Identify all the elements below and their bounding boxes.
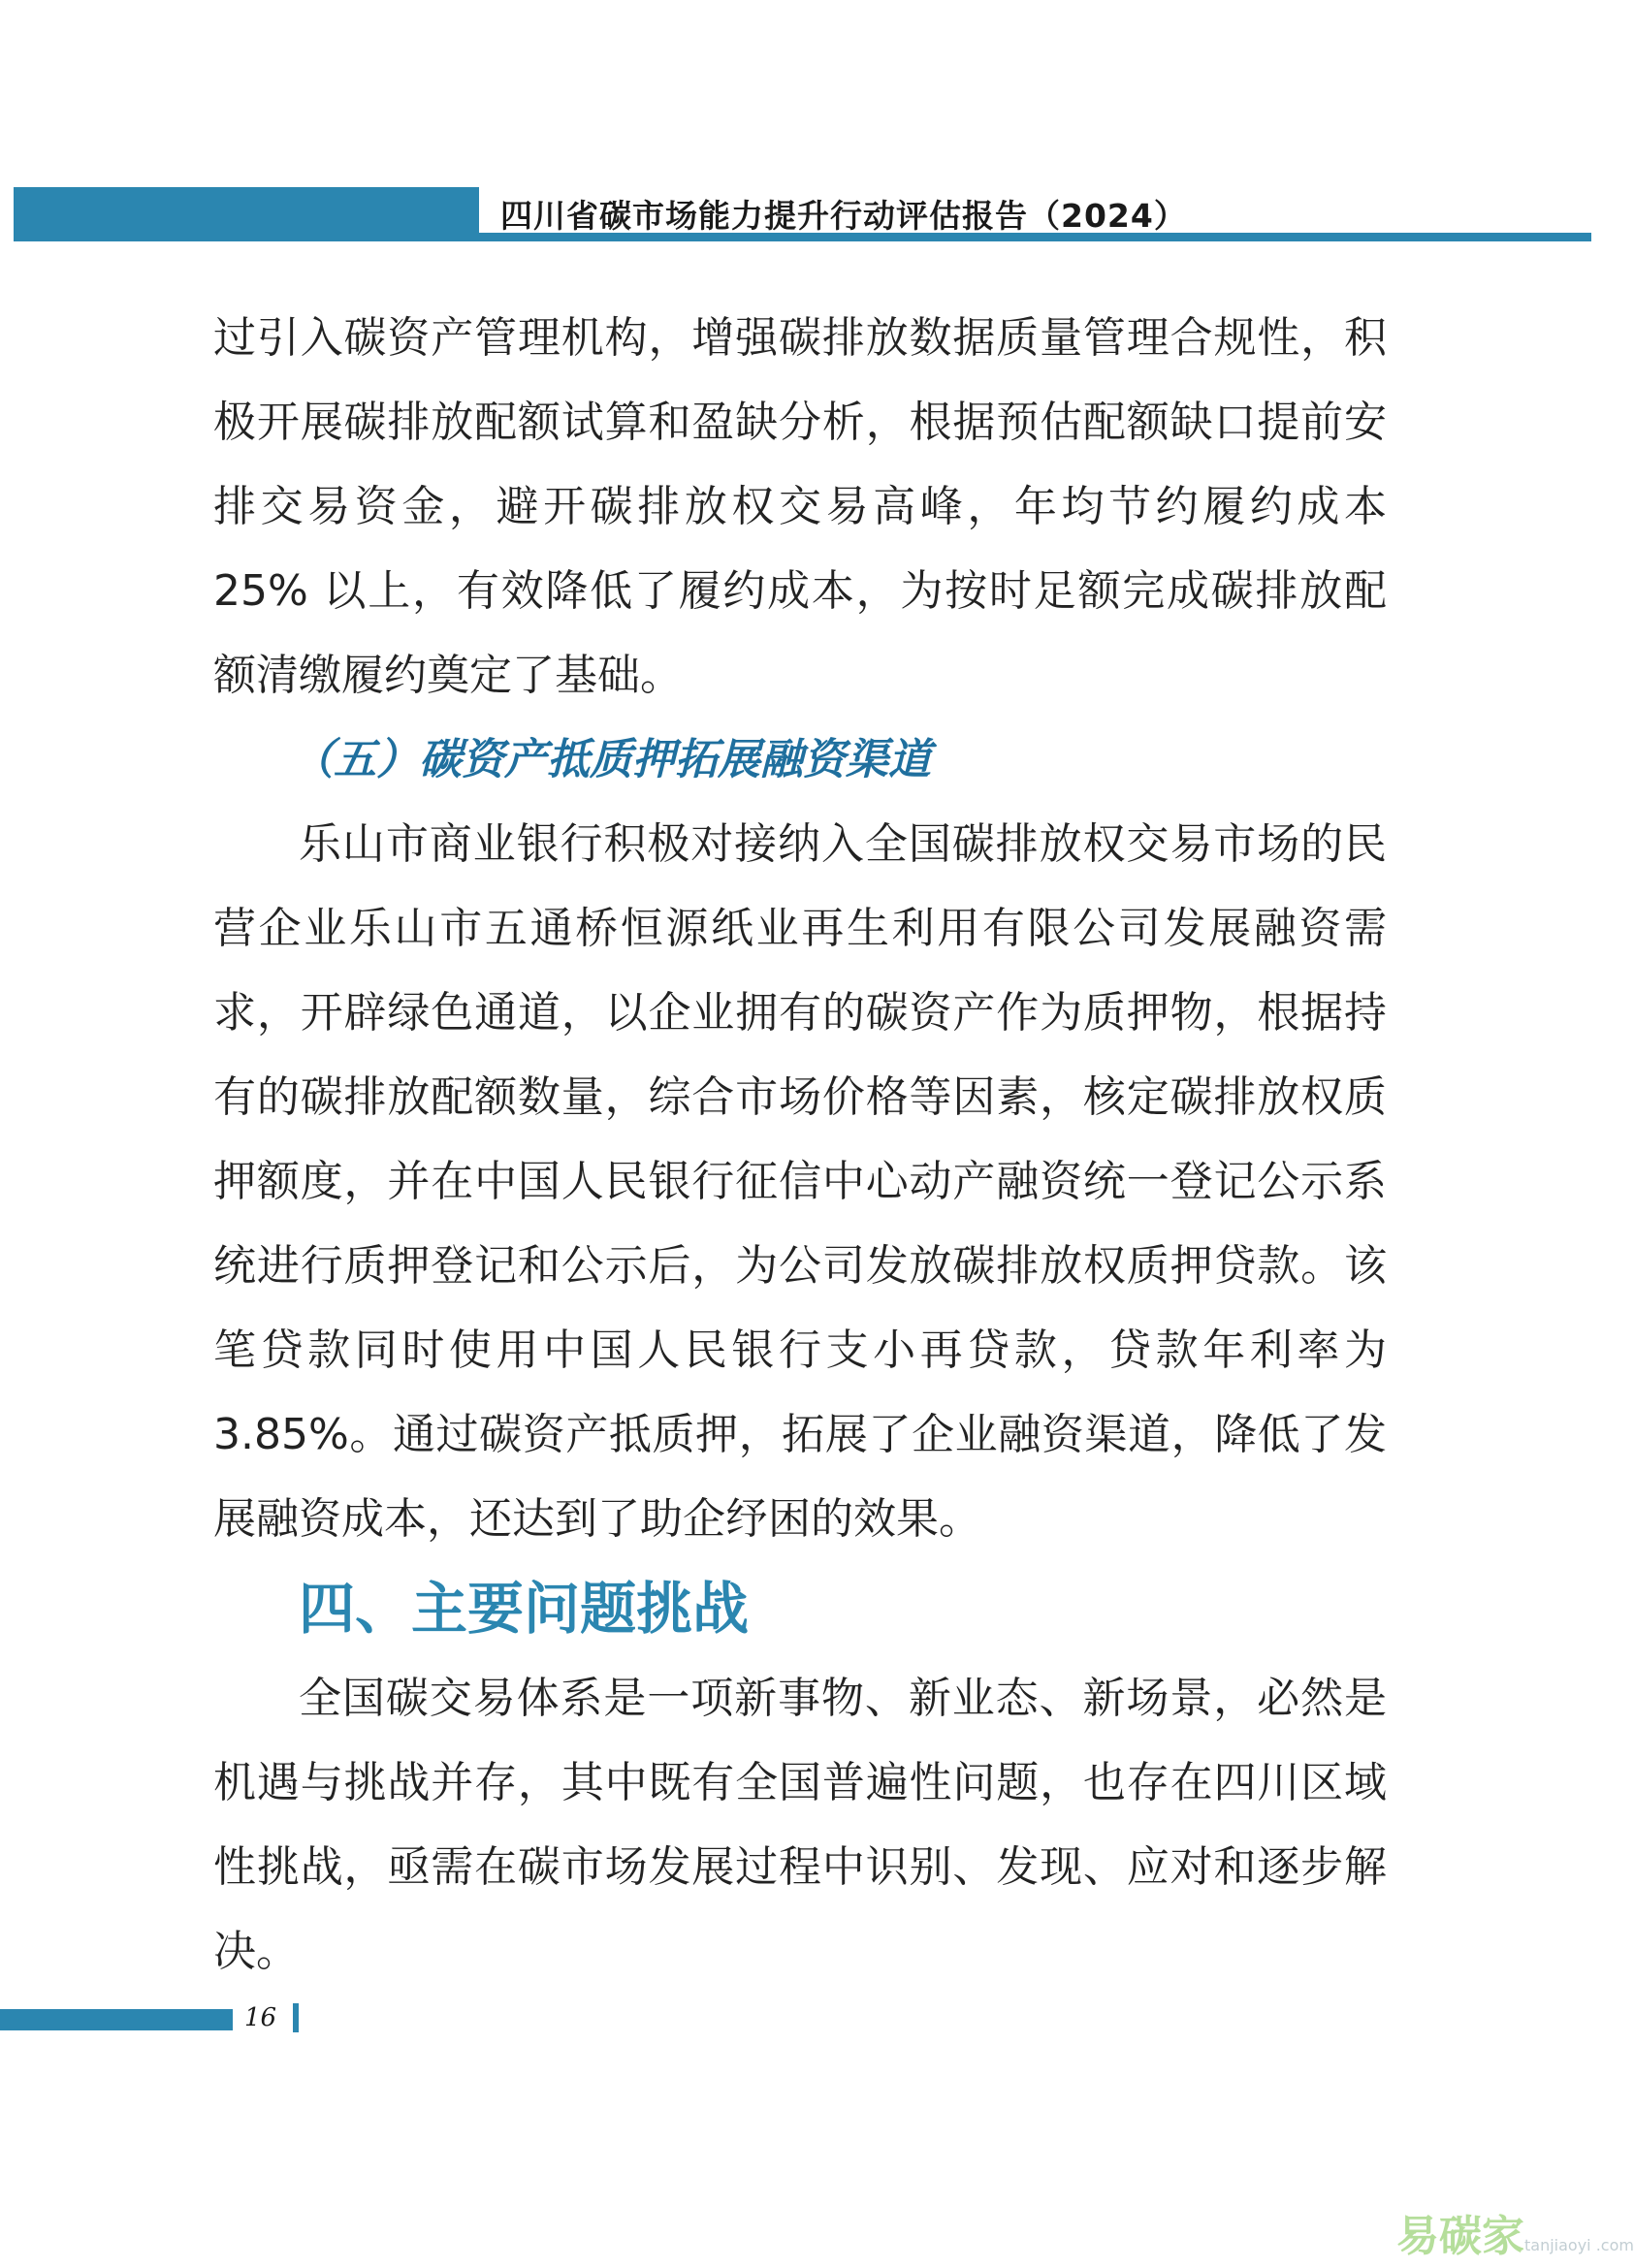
header-title-box — [479, 187, 1591, 241]
watermark-logo — [1396, 2201, 1634, 2263]
paragraph-pledge-financing: 乐山市商业银行积极对接纳入全国碳排放权交易市场的民营企业乐山市五通桥恒源纸业再生利用有限公司发展融资需求，开辟绿色通道，以企业拥有的碳资产作为质押物，根据持有的碳排放配额数量，综合市场价格等因素，核定碳排放权质押额度，并在中国人民银行征信中心动产融资统一登记公示系统进行质押登记和公示后，为公司发放碳排放权质押贷款。该笔贷款同时使用中国人民银行支小再贷款，贷款年利率为 3.85%。通过碳资产抵质押，拓展了企业融资渠道，降低了发展融资成本，还达到了助企纾困的效果。 — [213, 819, 1387, 1544]
report-title: 四川省碳市场能力提升行动评估报告（2024） — [500, 197, 1187, 235]
section-heading: 四、主要问题挑战 — [299, 1576, 750, 1642]
footer-accent-bar — [0, 2009, 233, 2030]
watermark-text: 易碳家 — [1396, 2212, 1524, 2261]
page-number-tick — [293, 2003, 299, 2032]
watermark-domain: tanjiaoyi .com — [1524, 2236, 1634, 2254]
header-accent-bar — [14, 187, 479, 241]
page-header — [14, 187, 1591, 241]
paragraph-challenges: 全国碳交易体系是一项新事物、新业态、新场景，必然是机遇与挑战并存，其中既有全国普遍性问题，也存在四川区域性挑战，亟需在碳市场发展过程中识别、发现、应对和逐步解决。 — [213, 1674, 1387, 1976]
paragraph-continued: 过引入碳资产管理机构，增强碳排放数据质量管理合规性，积极开展碳排放配额试算和盈缺分析，根据预估配额缺口提前安排交易资金，避开碳排放权交易高峰，年均节约履约成本 25% 以上，有效降低了履约成本，为按时足额完成碳排放配额清缴履约奠定了基础。 — [213, 313, 1387, 700]
page-content — [213, 296, 1387, 1994]
subsection-heading: （五）碳资产抵质押拓展融资渠道 — [291, 735, 931, 784]
page-number: 16 — [244, 2003, 277, 2032]
